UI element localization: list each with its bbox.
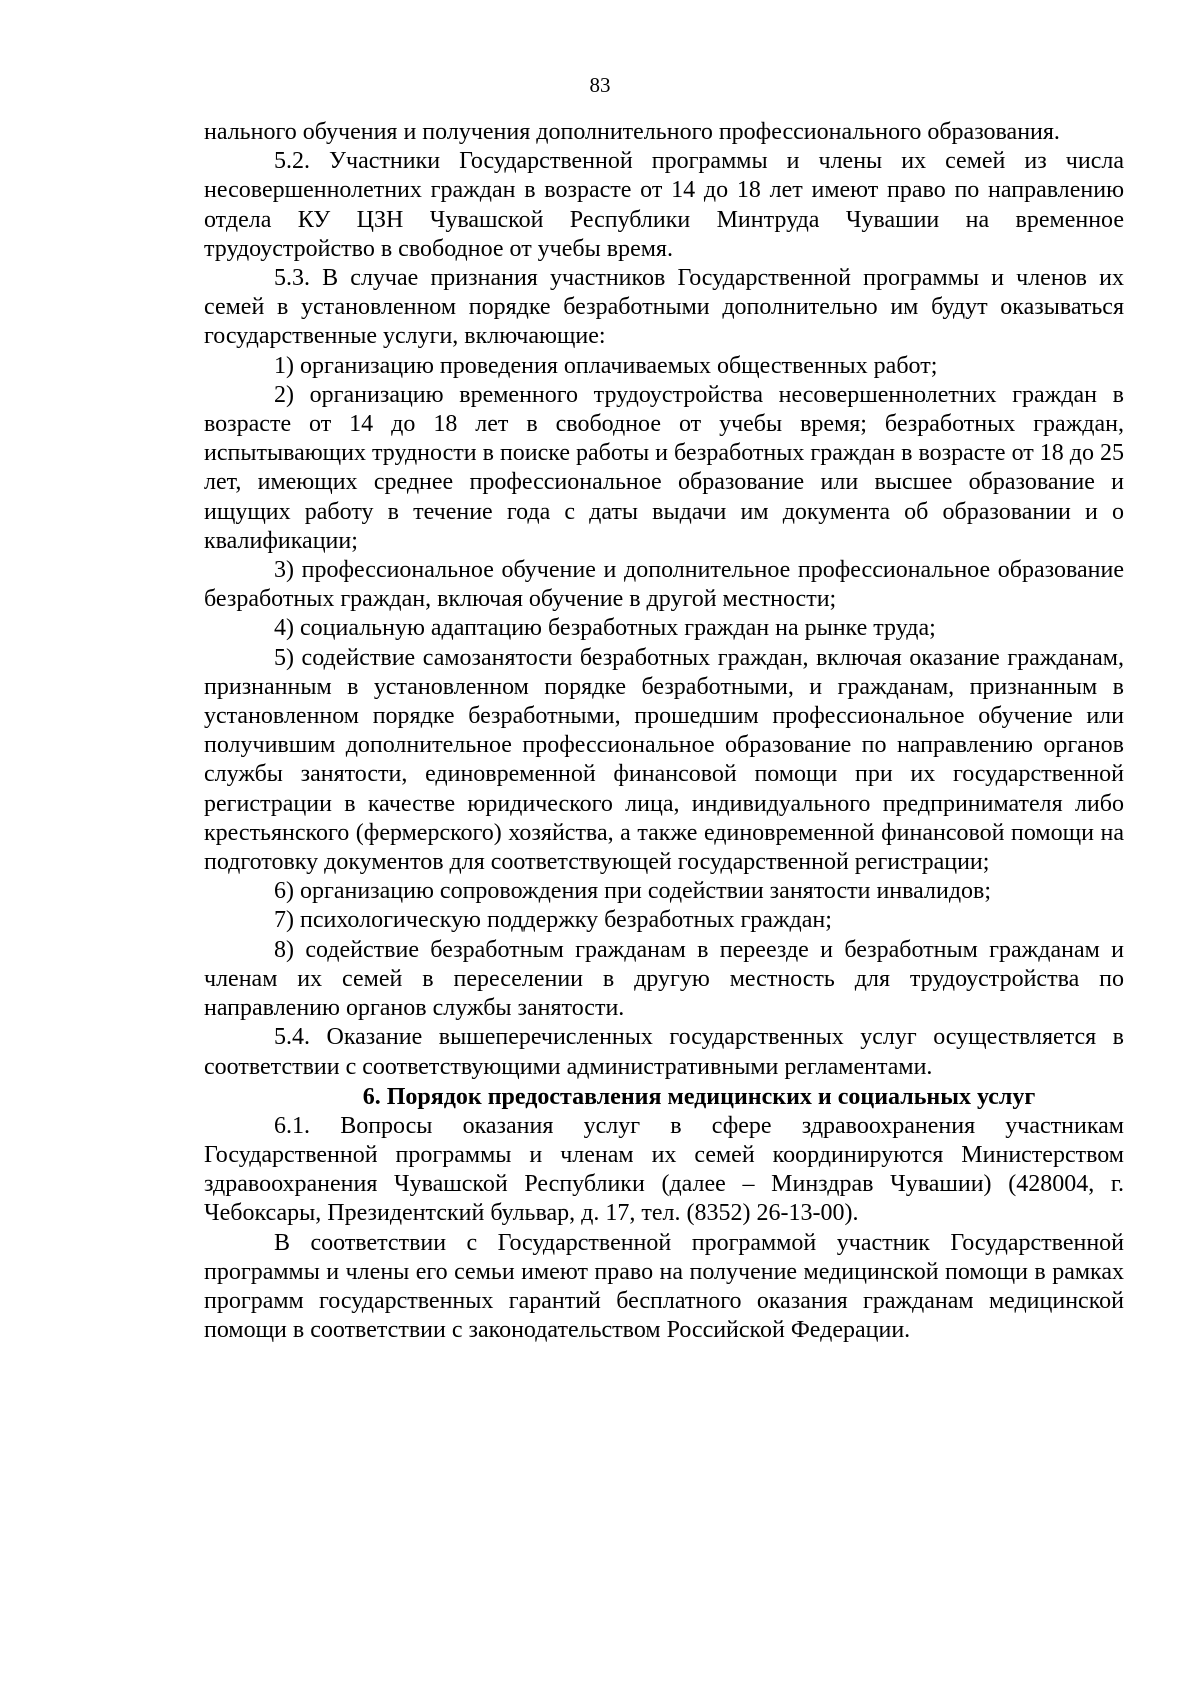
paragraph-5-2: 5.2. Участники Государственной программы и члены их семей из числа несовершеннолетних граждан в возрасте от 14 до 18 лет имеют право по направлению отдела КУ ЦЗН Чувашской Республики Минтруда Чувашии на временное трудоустройство в свободное от учебы время. — [204, 148, 1124, 262]
list-item-8: 8) содействие безработным гражданам в переезде и безработным гражданам и членам их семей в переселении в другую местность для трудоустройства по направлению органов службы занятости. — [204, 936, 1124, 1022]
paragraph-5-4: 5.4. Оказание вышеперечисленных государственных услуг осуществляется в соответствии с соответствующими административными регламентами. — [204, 1024, 1124, 1080]
list-item-3: 3) профессиональное обучение и дополнительное профессиональное образование безработных граждан, включая обучение в другой местности; — [204, 557, 1124, 613]
list-item-2: 2) организацию временного трудоустройства несовершеннолетних граждан в возрасте от 14 до 18 лет в свободное от учебы время; безработных граждан, испытывающих трудности в поиске работы и безработных граждан в возрасте от 18 до 25 лет, имеющих среднее профессиональное образование или высшее образование и ищущих работу в течение года с даты выдачи им документа об образовании и о квалификации; — [204, 381, 1124, 554]
paragraph-6-1: 6.1. Вопросы оказания услуг в сфере здравоохранения участникам Государственной программы и членам их семей координируются Министерством здравоохранения Чувашской Республики (далее – Минздрав Чувашии) (428004, г. Чебоксары, Президентский бульвар, д. 17, тел. (8352) 26-13-00). — [204, 1112, 1124, 1227]
list-item-7: 7) психологическую поддержку безработных граждан; — [274, 907, 832, 934]
page-number: 83 — [589, 73, 611, 97]
list-item-5: 5) содействие самозанятости безработных граждан, включая оказание гражданам, признанным в установленном порядке безработными, и гражданам, признанным в установленном порядке безработными, прошедшим профессиональное обучение или получившим дополнительное профессиональное образование по направлению органов службы занятости, единовременной финансовой помощи при их государственной регистрации в качестве юридического лица, индивидуального предпринимателя либо крестьянского (фермерского) хозяйства, а также единовременной финансовой помощи на подготовку документов для соответствующей государственной регистрации; — [204, 644, 1124, 876]
list-item-6: 6) организацию сопровождения при содействии занятости инвалидов; — [274, 878, 992, 905]
section-heading: 6. Порядок предоставления медицинских и социальных услуг — [362, 1083, 1036, 1110]
document-body — [204, 118, 1124, 1345]
paragraph-medical-rights: В соответствии с Государственной программой участник Государственной программы и члены его семьи имеют право на получение медицинской помощи в рамках программ государственных гарантий бесплатного оказания гражданам медицинской помощи в соответствии с законодательством Российской Федерации. — [204, 1229, 1124, 1344]
list-item-4: 4) социальную адаптацию безработных граждан на рынке труда; — [274, 615, 936, 642]
paragraph-5-3: 5.3. В случае признания участников Государственной программы и членов их семей в установленном порядке безработными дополнительно им будут оказываться государственные услуги, включающие: — [204, 265, 1124, 350]
list-item-1: 1) организацию проведения оплачиваемых общественных работ; — [274, 352, 938, 379]
paragraph-continuation: нального обучения и получения дополнительного профессионального образования. — [204, 119, 1060, 145]
